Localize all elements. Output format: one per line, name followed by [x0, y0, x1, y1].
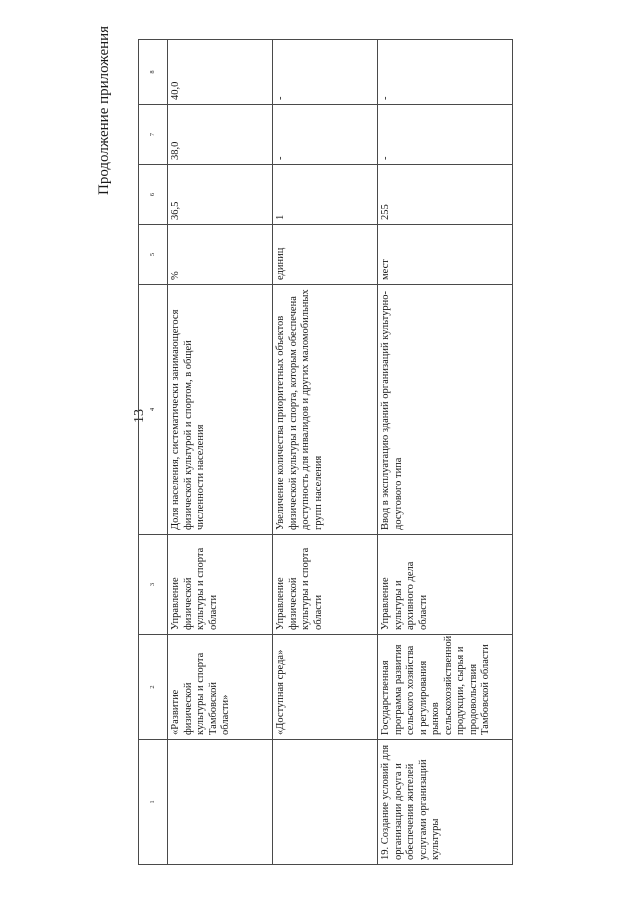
- cell-program: «Развитие физической культуры и спорта Тамбовской области»: [168, 635, 273, 740]
- cell-indicator: Увеличение количества приоритетных объектов физической культуры и спорта, которым обеспечена доступность для инвалидов и других маломобильных групп населения: [273, 285, 378, 535]
- cell-executor: Управление культуры и архивного дела области: [378, 535, 513, 635]
- table-row: [273, 40, 378, 865]
- header-cell-1: 1: [139, 740, 168, 865]
- cell-program: Государственная программа развития сельского хозяйства и регулирования рынков сельскохозяйственной продукции, сырья и продовольствия Тамбовской области: [378, 635, 513, 740]
- header-cell-2: 2: [139, 635, 168, 740]
- cell-unit: единиц: [273, 225, 378, 285]
- cell-value-7: -: [273, 105, 378, 165]
- header-cell-5: 5: [139, 225, 168, 285]
- cell-value-8: -: [378, 40, 513, 105]
- header-cell-8: 8: [139, 40, 168, 105]
- cell-unit: %: [168, 225, 273, 285]
- header-row: [139, 40, 168, 865]
- cell-indicator: Доля населения, систематически занимающегося физической культурой и спортом, в общей численности населения: [168, 285, 273, 535]
- cell-value-8: -: [273, 40, 378, 105]
- header-cell-3: 3: [139, 535, 168, 635]
- cell-indicator: Ввод в эксплуатацию зданий организаций культурно-досугового типа: [378, 285, 513, 535]
- header-cell-4: 4: [139, 285, 168, 535]
- page-number: 13: [132, 409, 147, 423]
- cell-task: 19. Создание условий для организации досуга и обеспечения жителей услугами организаций культуры: [378, 740, 513, 865]
- header-cell-6: 6: [139, 165, 168, 225]
- cell-unit: мест: [378, 225, 513, 285]
- table-row: [168, 40, 273, 865]
- cell-task: [273, 740, 378, 865]
- cell-task: [168, 740, 273, 865]
- cell-value-6: 36,5: [168, 165, 273, 225]
- cell-program: «Доступная среда»: [273, 635, 378, 740]
- indicators-table: [138, 39, 513, 865]
- header-cell-7: 7: [139, 105, 168, 165]
- cell-value-6: 255: [378, 165, 513, 225]
- cell-executor: Управление физической культуры и спорта области: [273, 535, 378, 635]
- cell-executor: Управление физической культуры и спорта области: [168, 535, 273, 635]
- cell-value-7: 38,0: [168, 105, 273, 165]
- table-row: [378, 40, 513, 865]
- cell-value-7: -: [378, 105, 513, 165]
- cell-value-6: 1: [273, 165, 378, 225]
- continuation-label: Продолжение приложения: [96, 25, 112, 195]
- cell-value-8: 40,0: [168, 40, 273, 105]
